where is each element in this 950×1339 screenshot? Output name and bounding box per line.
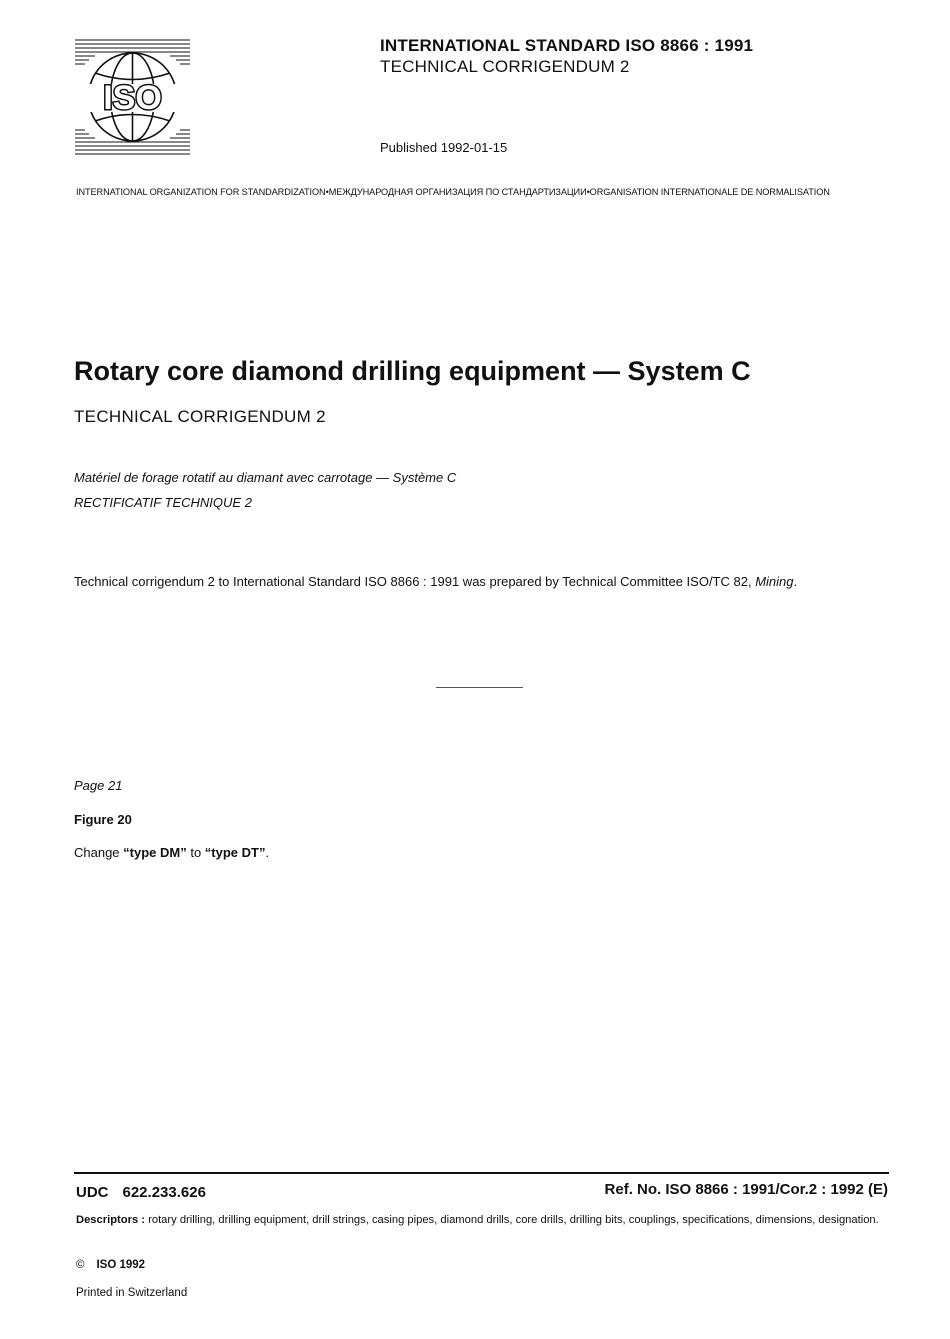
- section-divider: [436, 687, 523, 688]
- iso-logo-text: ISO: [103, 79, 162, 117]
- french-subtitle: RECTIFICATIF TECHNIQUE 2: [74, 495, 252, 510]
- corrigendum-label: TECHNICAL CORRIGENDUM 2: [380, 57, 630, 76]
- standard-title: INTERNATIONAL STANDARD ISO 8866 : 1991: [380, 36, 754, 55]
- preparation-paragraph: Technical corrigendum 2 to International Standard ISO 8866 : 1991 was prepared by Technical Committee ISO/TC 82, Mining.: [74, 574, 798, 589]
- descriptors: [76, 1211, 891, 1230]
- change-instruction: Change “type DM” to “type DT”.: [74, 845, 270, 860]
- change-from: “type DM”: [123, 845, 187, 860]
- reference-number: Ref. No. ISO 8866 : 1991/Cor.2 : 1992 (E): [604, 1181, 888, 1198]
- printed-location: Printed in Switzerland: [76, 1287, 188, 1299]
- published-date: Published 1992-01-15: [380, 140, 508, 155]
- organization-line: INTERNATIONAL ORGANIZATION FOR STANDARDIZATION•МЕЖДУНАРОДНАЯ ОРГАНИЗАЦИЯ ПО СТАНДАРТИЗАЦИИ•ORGANISATION INTERNATIONALE DE NORMALISATION: [76, 187, 830, 197]
- figure-reference: Figure 20: [74, 812, 132, 827]
- committee-name: Mining: [755, 574, 794, 589]
- page-reference: Page 21: [74, 778, 123, 793]
- copyright: © ISO 1992: [76, 1259, 146, 1271]
- copyright-icon: ©: [76, 1259, 85, 1271]
- descriptors-value: rotary drilling, drilling equipment, drill strings, casing pipes, diamond drills, core drills, drilling bits, couplings, specifications, dimensions, designation.: [145, 1214, 879, 1226]
- footer-rule: [74, 1172, 889, 1174]
- document-subtitle: TECHNICAL CORRIGENDUM 2: [74, 407, 326, 426]
- french-title: Matériel de forage rotatif au diamant avec carrotage — Système C: [74, 470, 457, 485]
- udc-code: UDC 622.233.626: [76, 1184, 206, 1201]
- document-title: Rotary core diamond drilling equipment — System C: [74, 356, 751, 386]
- descriptors-label: Descriptors :: [76, 1214, 146, 1226]
- iso-logo: [75, 38, 190, 156]
- change-to: “type DT”: [204, 845, 266, 860]
